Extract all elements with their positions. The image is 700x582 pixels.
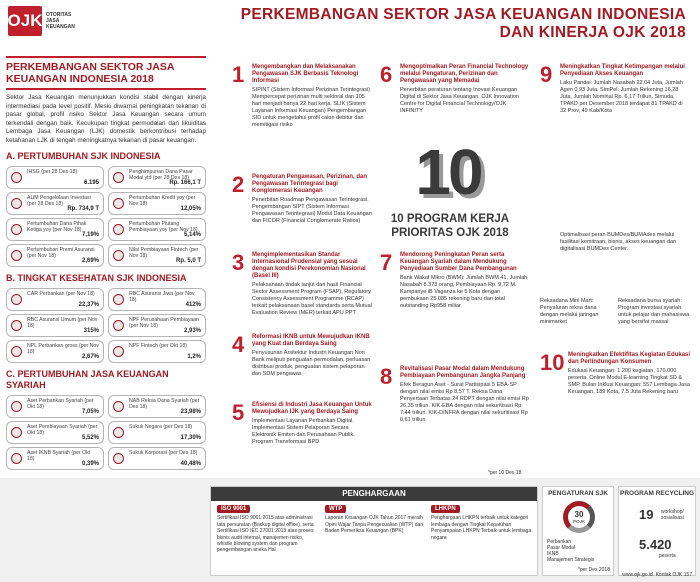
title-line-1: PERKEMBANGAN SEKTOR JASA KEUANGAN INDONESIA (240, 6, 686, 23)
stat-label: Pertumbuhan Dana Pihak Ketiga yoy (per Nov 18) (27, 221, 87, 233)
minimart-block (540, 296, 612, 326)
stat-card (6, 166, 104, 189)
program-number: 1 (232, 62, 245, 87)
award-text: Laporan Keuangan OJK Tahun 2017 meraih Opini Wajar Tanpa Pengecualian (WTP) dari Badan Pemeriksa Keuangan (BPK) (325, 515, 424, 535)
stat-icon (113, 453, 124, 464)
stat-icon (113, 427, 124, 438)
stat-icon (113, 320, 124, 331)
contact-text: Kontak OJK 157 (655, 572, 692, 578)
bumdes-text: Optimalisasi peran BUMDes/BUMAdes melalui fasilitasi kemitraan, bisnis, akses keuangan dan digitalisasi BUMDes Center. (560, 232, 677, 252)
award-iso (217, 505, 319, 554)
program-body: SIPINT (Sistem Informasi Perizinan Terintegrasi) Mempercepat perizinan multi sektoral dan 105 hari menjadi hanya 22 hari kerja. SLIK (Sistem Layanan Informasi Keuangan) Pengembangan SID untuk mengetahui profil calon debitur dan memitigasi risiko (252, 87, 371, 128)
program-title: Meningkatkan Tingkat Ketimpangan melalui Penyediaan Akses Keuangan (560, 64, 685, 77)
stat-icon (113, 172, 124, 183)
program-5 (232, 402, 372, 446)
recycling-box (618, 486, 696, 576)
recycle-value: 19 (639, 507, 654, 522)
stat-card (6, 447, 104, 470)
program-title: Reformasi IKNB untuk Mewujudkan IKNB yang Kuat dan Berdaya Saing (252, 334, 370, 347)
section-c-grid (6, 395, 206, 470)
stat-value: 2,69% (81, 258, 99, 264)
pengaturan-unit: POJK (573, 518, 585, 524)
program-body: Bank Wakaf Mikro (BWM): Jumlah BWM 41, Jumlah Nasabah 8.373 orang, Pembiayaan Rp. 9,72 M. Kampanye iB Vaganza ke 5 Kota dengan pembukaan 25.085 rekening baru dan total outstanding Rp958 miliar (400, 275, 528, 309)
pengaturan-total: 30 (574, 509, 584, 519)
stat-icon (11, 320, 22, 331)
stat-label: Aset Perbankan Syariah (per Okt 18) (27, 398, 94, 410)
recycling-title: PROGRAM RECYCLING (619, 490, 695, 497)
stat-icon (113, 250, 124, 261)
stat-value: 1,2% (187, 354, 201, 360)
program-number: 9 (540, 62, 553, 87)
header (0, 0, 700, 50)
award-text: Sertifikasi ISO 9001:2015 atas administrasi tata persuratan (Backup digital office), serta Sertifikasi ISO IEC 27001:2013 atas proses bisnis audit internal, manajemen risiko, whistle blowing system dan program pengembangan aneka Hal (217, 515, 314, 554)
stat-value: 5,52% (81, 435, 99, 441)
stat-value: 2,93% (183, 328, 201, 334)
page-title (241, 6, 686, 42)
program-number: 8 (380, 364, 393, 389)
award-badge: WTP (325, 505, 346, 513)
stat-card (6, 314, 104, 337)
program-body: Penyusunan Arsitektur Industri Keuangan Non Bank meliputi penguatan permodalan, perluasan distribusi produk, penguatan sistem pelaporan dan SDM pengawas (252, 350, 371, 377)
stat-label: Pertumbuhan Premi Asuransi (per Nov 18) (27, 247, 95, 259)
stat-label: Nilai Pembiayaan Fintech (per Nov 18) (129, 247, 199, 259)
program-title: Meningkatkan Efektifitas Kegiatan Edukasi dan Perlindungan Konsumen (568, 352, 691, 365)
stat-card (108, 314, 206, 337)
footer-url[interactable] (622, 572, 692, 578)
minimart-text: Reksadana Mini Mart: Penyaluran reksa dana dengan melalui jaringan minimarket (540, 298, 599, 325)
bumdes-block (560, 230, 690, 253)
program-title: Pengaturan Pengawasan, Perizinan, dan Pengawasan Terintegrasi bagi Konglomerasi Keuangan (252, 174, 368, 194)
stat-icon (113, 346, 124, 357)
stat-value: 22,37% (78, 302, 99, 308)
stat-card (108, 421, 206, 444)
stat-label: RBC Asuransi Jiwa (per Nov 18) (129, 291, 195, 303)
stat-label: AUM Pengelolaan Investasi (per 28 Des 18) (27, 195, 91, 207)
program-number: 10 (540, 350, 565, 375)
program-title: Efisiensi di Industri Jasa Keuangan Untuk Mewujudkan IJK yang Berdaya Saing (252, 402, 372, 415)
stat-label: NPF Perusahaan Pembiayaan (per Nov 18) (129, 317, 200, 329)
section-b-title: B. TINGKAT KESEHATAN SJK INDONESIA (6, 273, 187, 283)
stat-value: 17,30% (180, 435, 201, 441)
stat-value: Rp. 166,1 T (169, 180, 201, 186)
program-note: *per 10 Des 18 (488, 470, 522, 476)
stat-icon (11, 172, 22, 183)
program-body: Implementasi Layanan Perbankan Digital. Implementasi Sistem Pelaporan Secara Elektronik Emiten dan Perusahaan Publik. Program Transformasi BPD (252, 418, 355, 445)
program-body: Laku Pandai: Jumlah Nasabah 22,04 Juta, Jumlah Agen 0,93 Juta. SimPel: Jumlah Rekening 16,28 Juta, Jumlah Nominal Rp. 6,17 Triliun. Simuda. TPAKD per Desember 2018 terdapat 81 TPAKD di 32 Prov, 49 Kab/Kota (560, 80, 683, 114)
stat-card (6, 244, 104, 267)
program-main-title: 10 PROGRAM KERJA PRIORITAS OJK 2018 (390, 213, 510, 239)
intro-body: Sektor Jasa Keuangan menunjukkan kondisi stabil dengan kinerja intermediasi pada level positif. Meski diwarnai peningkatan tekanan di pasar global, profil risiko Sektor Jasa Keuangan secara umum terkendali dengan baik. Kecukupan tingkat permodalan dan likuiditas Lembaga Jasa Keuangan (LJK) domestik berkontribusi terhadap ketahanan LJK di tengah meningkatnya tekanan di pasar keuangan. (6, 94, 206, 144)
stat-card (108, 192, 206, 215)
section-b-grid (6, 288, 206, 363)
program-number: 2 (232, 172, 245, 197)
award-badge: LHKPN (431, 505, 460, 513)
award-text: Penghargaan LHKPN terbaik untuk kategori lembaga dengan Tingkat Kepatuhan Penyampaian LHKPN Terbaik untuk lembaga negara (431, 515, 532, 541)
program-8 (380, 366, 530, 424)
program-number: 6 (380, 62, 393, 87)
stat-value: 40,48% (180, 461, 201, 467)
stat-card (6, 395, 104, 418)
stat-icon (11, 250, 22, 261)
award-badge: ISO 9001 (217, 505, 250, 513)
program-1 (232, 64, 372, 129)
stat-card (6, 288, 104, 311)
program-title: Mengoptimalkan Peran Financial Technology melalui Pengaturan, Perizinan dan Pengawasan yang Memadai (400, 64, 529, 84)
stat-card (6, 340, 104, 363)
title-line-2: DAN KINERJA OJK 2018 (499, 24, 686, 41)
stat-card (108, 447, 206, 470)
penghargaan-title: PENGHARGAAN (211, 487, 537, 501)
program-body: Penerbitan peraturan tentang Inovasi Keuangan Digital di Sektor Jasa Keuangan. OJK Innovation Centre for Digital Financial Technology/OJK INFINITY (400, 87, 519, 114)
beasiswa-block (618, 296, 694, 326)
stat-icon (11, 401, 22, 412)
stat-value: 412% (185, 302, 201, 308)
stat-value: Rp. 5,0 T (175, 258, 201, 264)
stat-card (108, 340, 206, 363)
program-body: Edukasi Keuangan: 1.200 kegiatan, 170.000 peserta. Online Modul E-learning Tingkat SD & SMP. Bulan Inklusi Keuangan: 557 Lembaga Jasa Keuangan, 189 Kota, 7,5 Juta Rekening baru (568, 368, 690, 395)
stat-icon (11, 294, 22, 305)
section-a-grid (6, 166, 206, 267)
program-title: Mendorong Peningkatan Peran serta Keuangan Syariah dalam Mendukung Penyediaan Sumber Dana Pembangunan (400, 252, 517, 272)
logo-text: OTORITAS JASA KEUANGAN (46, 12, 75, 30)
legend-item: Manajemen Strategis (547, 557, 595, 563)
program-7 (380, 252, 530, 310)
program-number: 5 (232, 400, 245, 425)
program-title: Mengembangkan dan Melaksanakan Pengawasan SJK Berbasis Teknologi Informasi (252, 64, 359, 84)
stat-card (6, 192, 104, 215)
stat-icon (11, 224, 22, 235)
stat-icon (11, 453, 22, 464)
penghargaan-box (210, 486, 538, 576)
stat-value: 5,14% (183, 232, 201, 238)
stat-icon (11, 198, 22, 209)
pengaturan-donut (563, 501, 595, 533)
award-wtp (325, 505, 427, 535)
stat-icon (11, 346, 22, 357)
pengaturan-box (542, 486, 614, 576)
recycle-value: 5.420 (639, 537, 672, 552)
stat-card (108, 288, 206, 311)
stat-label: Aset Pembiayaan Syariah (per Okt 18) (27, 424, 98, 436)
pengaturan-note: *per Des 2018 (578, 567, 610, 573)
stat-card (6, 421, 104, 444)
program-number: 4 (232, 332, 245, 357)
logo[interactable] (8, 6, 82, 36)
stat-icon (113, 224, 124, 235)
stat-label: NAB Reksa Dana Syariah (per Des 18) (129, 398, 200, 410)
stat-value: 0,39% (81, 461, 99, 467)
program-number: 3 (232, 250, 245, 275)
program-10 (540, 352, 692, 396)
pengaturan-legend (547, 539, 611, 563)
stat-label: IHSG (per 28 Des 18) (27, 169, 78, 175)
program-body: Efek Beragun Aset - Surat Partisipasi 5 EBA-SP dengan nilai emisi Rp 8,57 T. Reksa Dana Penyertaan Terbatas 24 RDPT dengan nilai emisi Rp 26,35 triliun. KIK-EBA dengan nilai sekuritisasi Rp 7,44 triliun. KIK-DINFRA dengan nilai sekuritisasi Rp 0,61 triliun (400, 382, 529, 423)
section-a-title: A. PERTUMBUHAN SJK INDONESIA (6, 151, 161, 161)
stat-card (108, 166, 206, 189)
program-3 (232, 252, 372, 317)
stat-label: Penghimpunan Dana Pasar Modal ytd (per 28 Des 18) (129, 169, 193, 181)
url-text[interactable]: www.ojk.go.id (622, 572, 653, 578)
big-ten-number: 10 (415, 136, 481, 208)
legend-item: IKNB (547, 551, 559, 557)
stat-value: 2,67% (81, 354, 99, 360)
legend-item: Perbankan (547, 539, 572, 545)
stat-value: 12,05% (180, 206, 201, 212)
program-title: Mengimplementasikan Standar Internasional Prudensial yang sesuai dengan kondisi Perekonomian Nasional (Basel III) (252, 252, 366, 279)
stat-icon (113, 401, 124, 412)
stat-label: RBC Asuransi Umum (per Nov 18) (27, 317, 98, 329)
stat-label: Sukuk Negara (per Des 18) (129, 424, 193, 430)
stat-value: 315% (83, 328, 99, 334)
stat-label: Aset IKNB Syariah (per Okt 18) (27, 450, 91, 462)
program-6 (380, 64, 530, 115)
big-ten-graphic (388, 134, 508, 210)
stat-value: 6.195 (83, 180, 99, 186)
stat-card (108, 218, 206, 241)
stat-value: 7,05% (81, 409, 99, 415)
legend-item: Pasar Modal (547, 545, 576, 551)
program-body: Penerbitan Roadmap Pengawasan Terintegrasi. Pengembangan SIPT (Sistem Informasi Pengawasan Terintegrasi) Modul Data Keuangan dan FICOR (Financial Conglomerate Ratios) (252, 197, 372, 224)
stat-icon (113, 294, 124, 305)
stat-label: Pertumbuhan Kredit yoy (per Nov 18) (129, 195, 196, 207)
intro-title: PERKEMBANGAN SEKTOR JASA KEUANGAN INDONESIA 2018 (6, 56, 206, 90)
recycle-label: workshop/ sosialisasi (661, 509, 684, 521)
stat-label: Sukuk Korporasi (per Des 18) (129, 450, 198, 456)
stat-label: NPF Fintech (per Okt 18) (129, 343, 187, 349)
program-2 (232, 174, 372, 225)
stat-icon (113, 198, 124, 209)
stat-card (108, 244, 206, 267)
recycle-label: peserta (659, 553, 676, 559)
stat-card (108, 395, 206, 418)
pengaturan-title: PENGATURAN SJK (548, 490, 608, 497)
program-body: Pelaksanaan tindak lanjut dari hasil Financial Sector Assessment Program (FSAP), Regulatory Consistency Assessment Programme (RCAP) terkait pelaksanaan basel standards serta Mutual Evaluation Review (MER) terkait APU PPT (252, 282, 372, 316)
stat-card (6, 218, 104, 241)
section-c-title: C. PERTUMBUHAN JASA KEUANGAN SYARIAH (6, 369, 169, 390)
stat-value: Rp. 734,9 T (67, 206, 99, 212)
stat-label: NPL Perbankan gross (per Nov 18) (27, 343, 99, 355)
program-number: 7 (380, 250, 393, 275)
stat-value: 23,98% (180, 409, 201, 415)
program-title: Revitalisasi Pasar Modal dalam Mendukung Pembiayaan Pembangunan Jangka Panjang (400, 366, 526, 379)
stat-label: Pertumbuhan Piutang Pembiayaan yoy (per Nov 18) (129, 221, 198, 233)
ojk-logo-mark: OJK (8, 6, 42, 36)
stat-label: CAR Perbankan (per Nov 18) (27, 291, 95, 297)
stat-value: 7,19% (81, 232, 99, 238)
beasiswa-text: Reksadana bursa syariah: Program investasi syariah untuk pelajar dan mahasiswa yang bersifat massal (618, 298, 690, 325)
program-9 (540, 64, 690, 115)
award-lhkpn (431, 505, 533, 541)
stat-icon (11, 427, 22, 438)
program-4 (232, 334, 372, 378)
